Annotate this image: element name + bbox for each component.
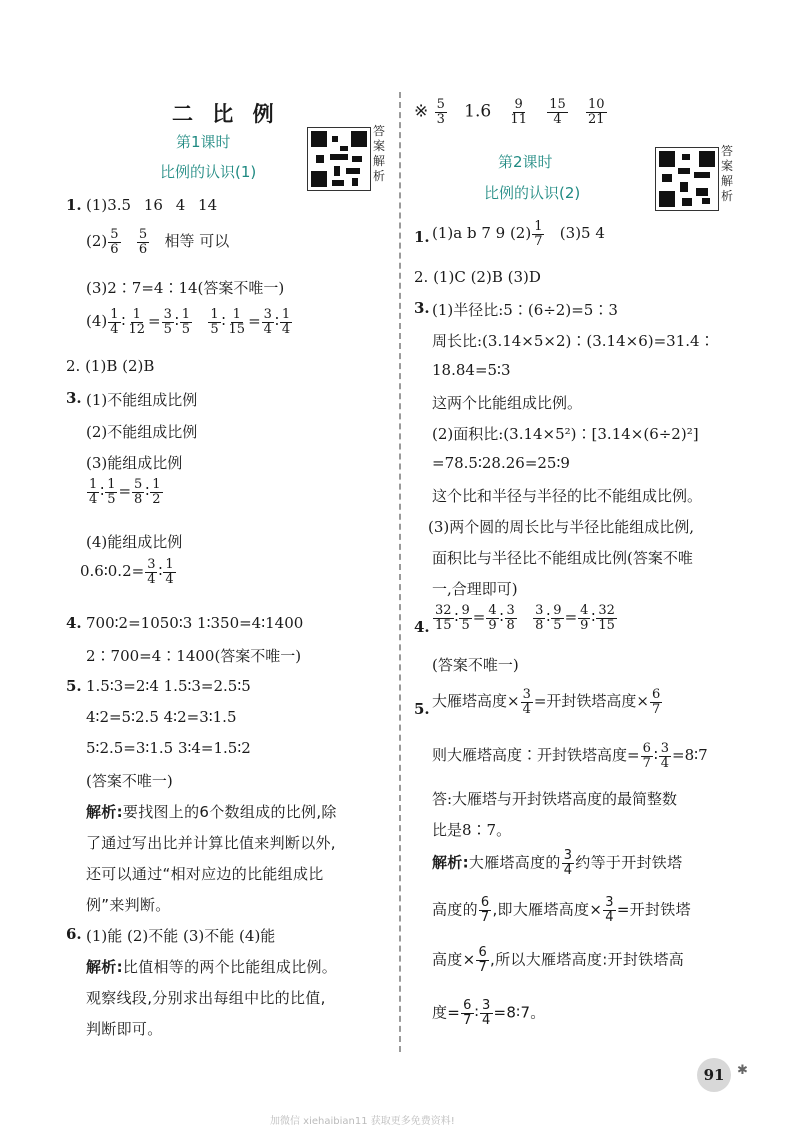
analysis-text: 例”来判断。 <box>86 896 171 914</box>
answer-line: $\frac{32}{15}$ ∶ $\frac{9}{5}$ = $\frac{4}{9}$ ∶ $\frac{3}{8}$ $\frac{3}{8}$ ∶ $\frac{9}{5}$ = $\frac{4}{9}$ ∶ $\frac{32}{15}$ <box>435 603 615 633</box>
answer-line: 一,合理即可) <box>432 580 518 598</box>
qr-code-icon[interactable] <box>307 127 371 191</box>
answer-line: 2. (1)B (2)B <box>66 357 155 375</box>
answer-line: (1)不能组成比例 <box>86 391 198 409</box>
answer-line: (1)a b 7 9 (2) $\frac{1}{7}$ (3)5 4 <box>432 219 605 249</box>
analysis-text: 观察线段,分别求出每组中比的比值, <box>86 989 326 1007</box>
lesson-title: 第2课时 <box>498 153 553 171</box>
answer-line: 700∶2=1050∶3 1∶350=4∶1400 <box>86 614 304 632</box>
answer-line: $\frac{1}{4}$ ∶ $\frac{1}{5}$ = $\frac{5}{8}$ ∶ $\frac{1}{2}$ <box>89 477 161 507</box>
question-number: 4. <box>66 614 82 632</box>
answer-line: 2. (1)C (2)B (3)D <box>414 268 541 286</box>
answer-line: 1.5∶3=2∶4 1.5∶3=2.5∶5 <box>86 677 251 695</box>
answer-line: 5∶2.5=3∶1.5 3∶4=1.5∶2 <box>86 739 251 757</box>
answer-line: (答案不唯一) <box>432 656 519 674</box>
lesson-title: 第1课时 <box>176 133 231 151</box>
answer-line: (3)两个圆的周长比与半径比能组成比例, <box>428 518 695 536</box>
answer-line: 2∶700=4∶1400(答案不唯一) <box>86 647 302 665</box>
analysis-text: 解析:比值相等的两个比能组成比例。 <box>86 958 338 976</box>
answer-line: 18.84=5∶3 <box>432 361 511 379</box>
star-icon: ✱ <box>737 1063 748 1078</box>
analysis-text: 解析:要找图上的6个数组成的比例,除 <box>86 803 337 821</box>
answer-line: 这个比和半径与半径的比不能组成比例。 <box>432 487 703 505</box>
answer-line: 则大雁塔高度∶开封铁塔高度= $\frac{6}{7}$ ∶ $\frac{3}{4}$ =8∶7 <box>432 741 708 771</box>
qr-label: 答 案 解 析 <box>372 124 385 183</box>
answer-line: 面积比与半径比不能组成比例(答案不唯 <box>432 549 693 567</box>
qr-label: 答 案 解 析 <box>720 144 733 203</box>
analysis-text: 高度的 $\frac{6}{7}$ ,即大雁塔高度× $\frac{3}{4}$ =开封铁塔 <box>432 895 691 925</box>
lesson-topic: 比例的认识(2) <box>484 184 581 202</box>
answer-line: (2)面积比:(3.14×5²)∶[3.14×(6÷2)²] <box>432 425 699 443</box>
answer-line: (3)2∶7=4∶14(答案不唯一) <box>86 279 285 297</box>
answer-line: (2)不能组成比例 <box>86 423 198 441</box>
answer-line: (2) $\frac{5}{6}$ $\frac{5}{6}$ 相等 可以 <box>86 227 230 257</box>
analysis-text: 还可以通过“相对应边的比能组成比 <box>86 865 324 883</box>
question-number: 1. <box>66 196 82 214</box>
answer-line: 大雁塔高度× $\frac{3}{4}$ =开封铁塔高度× $\frac{6}{7}$ <box>432 687 661 717</box>
column-divider <box>399 92 401 1052</box>
answer-line: 答:大雁塔与开封铁塔高度的最简整数 <box>432 790 678 808</box>
question-number: 4. <box>414 618 430 636</box>
qr-code-icon[interactable] <box>655 147 719 211</box>
answer-line: 比是8∶7。 <box>432 821 512 839</box>
question-number: 1. <box>414 228 430 246</box>
answer-line: (4)能组成比例 <box>86 533 183 551</box>
answer-line: =78.5∶28.26=25∶9 <box>432 454 570 472</box>
question-number: 5. <box>414 700 430 718</box>
question-number: 5. <box>66 677 82 695</box>
lesson-topic: 比例的认识(1) <box>160 163 257 181</box>
analysis-text: 解析:大雁塔高度的 $\frac{3}{4}$ 约等于开封铁塔 <box>432 848 683 878</box>
analysis-text: 判断即可。 <box>86 1020 163 1038</box>
answer-line: (1)半径比:5∶(6÷2)=5∶3 <box>432 301 618 319</box>
analysis-text: 了通过写出比并计算比值来判断以外, <box>86 834 336 852</box>
analysis-text: 高度× $\frac{6}{7}$ ,所以大雁塔高度:开封铁塔高 <box>432 945 685 975</box>
chapter-title: 二 比 例 <box>172 102 280 126</box>
answer-line: 4∶2=5∶2.5 4∶2=3∶1.5 <box>86 708 237 726</box>
question-number: 3. <box>66 389 82 407</box>
question-number: 3. <box>414 299 430 317</box>
answer-line: (1)能 (2)不能 (3)不能 (4)能 <box>86 927 276 945</box>
answer-line: 0.6∶0.2= $\frac{3}{4}$ ∶ $\frac{1}{4}$ <box>80 557 174 587</box>
answer-line: (4) $\frac{1}{4}$ ∶ $\frac{1}{12}$ = $\frac{3}{5}$ ∶ $\frac{1}{5}$ $\frac{1}{5}$ ∶ $\frac{1}{15}$ = $\frac{3}{4}$ ∶ $\frac{1}{4}$ <box>86 307 291 337</box>
answer-line: (1)3.5 16 4 14 <box>86 196 218 214</box>
page-number: 91 <box>697 1058 731 1092</box>
answer-line: (3)能组成比例 <box>86 454 183 472</box>
answer-line: ※ $\frac{5}{3}$ 1.6 $\frac{9}{11}$ $\frac{15}{4}$ $\frac{10}{21}$ <box>414 97 605 127</box>
answer-line: 周长比:(3.14×5×2)∶(3.14×6)=31.4∶ <box>432 332 715 350</box>
question-number: 6. <box>66 925 82 943</box>
analysis-text: 度= $\frac{6}{7}$ ∶ $\frac{3}{4}$ =8∶7。 <box>432 998 546 1028</box>
answer-line: (答案不唯一) <box>86 772 173 790</box>
footer-watermark: 加微信 xiehaibian11 获取更多免费资料! <box>270 1116 455 1127</box>
answer-line: 这两个比能组成比例。 <box>432 394 583 412</box>
